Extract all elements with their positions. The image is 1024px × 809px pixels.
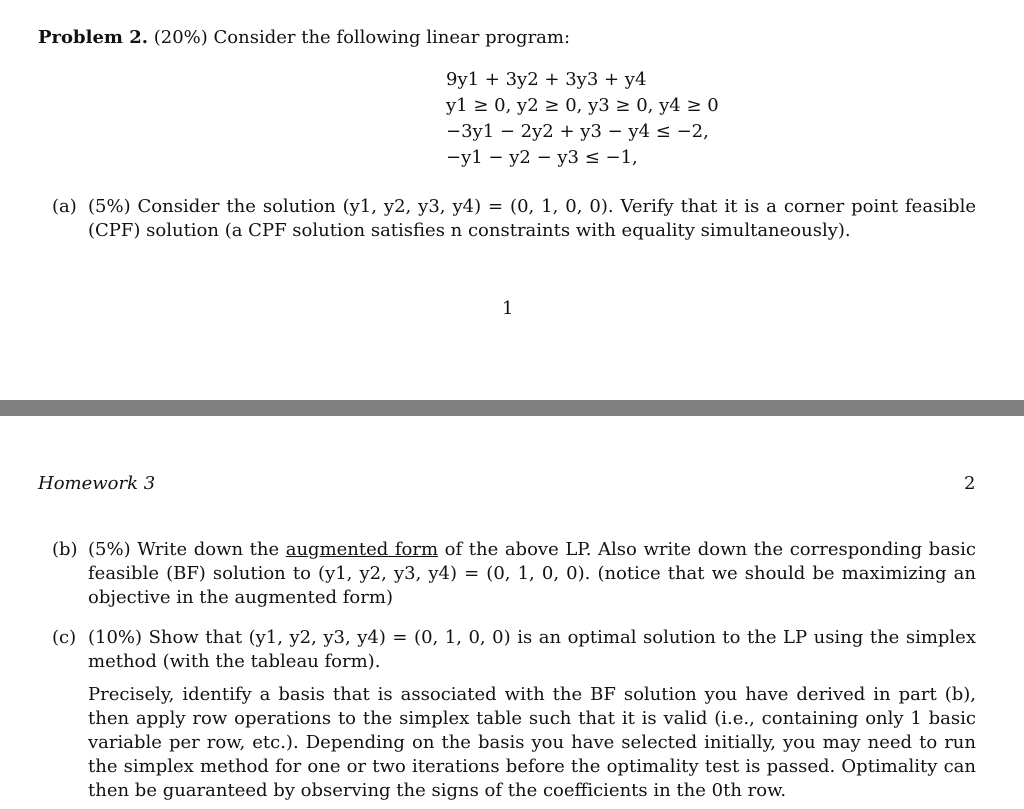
lp-constraint: −3y1 − 2y2 + y3 − y4 ≤ −2, [446,121,709,142]
problem-heading [38,26,570,50]
lp-constraint: y1 ≥ 0, y2 ≥ 0, y3 ≥ 0, y4 ≥ 0 [446,95,719,116]
part-c-tag: (c) [52,627,77,648]
part-b-tag: (b) [52,539,78,560]
page-1 [0,0,1024,400]
running-head: Homework 3 [38,473,156,494]
page-number: 1 [502,298,514,319]
part-a-tag: (a) [52,196,77,217]
problem-label: Problem 2. [38,27,149,48]
page-separator [0,400,1024,416]
lp-objective: 9y1 + 3y2 + 3y3 + y4 [446,69,647,90]
part-a [52,195,976,243]
part-c-text: (10%) Show that (y1, y2, y3, y4) = (0, 1, 0, 0) is an optimal solution to the LP using the simplex method (with the tableau form). [88,627,976,672]
lp-constraint: −y1 − y2 − y3 ≤ −1, [446,147,638,168]
part-b-text: (5%) Write down the augmented form of the above LP. Also write down the corresponding basic feasible (BF) solution to (y1, y2, y3, y4) = (0, 1, 0, 0). (notice that we should be maximizing an objective in the augmented form) [88,539,977,608]
page-number: 2 [964,473,976,494]
part-c-paragraph: Precisely, identify a basis that is associated with the BF solution you have derived in part (b), then apply row operations to the simplex table such that it is valid (i.e., containing only 1 basic variable per row, etc.). Depending on the basis you have selected initially, you may need to run the simplex method for one or two iterations before the optimality test is passed. Optimality can then be guaranteed by observing the signs of the coefficients in the 0th row. [88,684,976,801]
augmented-form-link: augmented form [285,539,439,560]
part-a-text: (5%) Consider the solution (y1, y2, y3, y4) = (0, 1, 0, 0). Verify that it is a corner point feasible (CPF) solution (a CPF solution satisfies n constraints with equality simultaneously). [88,196,976,241]
part-c [52,626,976,674]
part-b [52,538,976,610]
problem-intro: (20%) Consider the following linear program: [153,27,571,48]
